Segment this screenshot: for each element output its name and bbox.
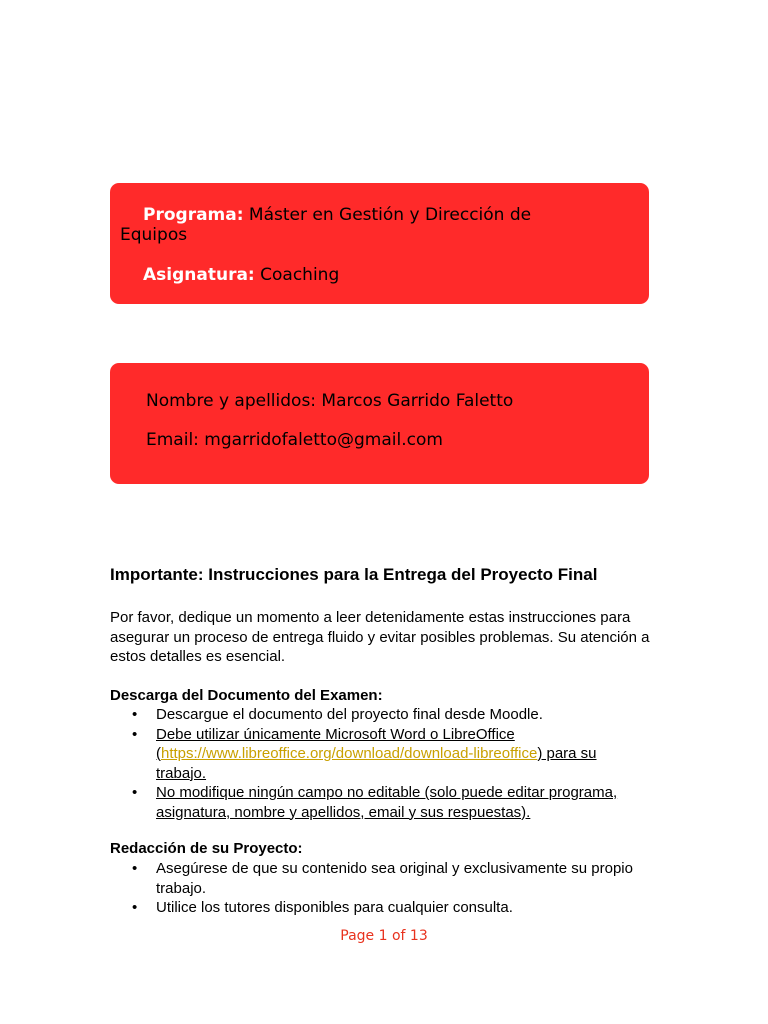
email-value[interactable]: mgarridofaletto@gmail.com [198, 430, 443, 450]
list-item [110, 898, 670, 918]
subject-line [110, 265, 637, 285]
subject-value[interactable]: Coaching [254, 265, 340, 285]
name-line [110, 391, 637, 411]
program-line [110, 205, 637, 225]
program-box [110, 183, 649, 304]
instructions-heading: Importante: Instrucciones para la Entrega del Proyecto Final [110, 565, 598, 584]
list-item-text: Descargue el documento del proyecto final desde Moodle. [156, 706, 543, 723]
list-item-text: Debe utilizar únicamente Microsoft Word o LibreOffice ( [156, 725, 515, 762]
list-item [110, 725, 626, 784]
libreoffice-link[interactable]: https://www.libreoffice.org/download/download-libreoffice [161, 745, 538, 762]
bullet-icon: • [132, 725, 138, 743]
section-download-list [110, 705, 670, 822]
program-value[interactable]: Máster en Gestión y Dirección de [243, 205, 532, 225]
program-line-continued [110, 225, 637, 245]
section-writing-list [110, 859, 670, 918]
section-download-title: Descarga del Documento del Examen: [110, 687, 383, 704]
list-item-text: No modifique ningún campo no editable (solo puede editar programa, asignatura, nombre y apellidos, email y sus respuestas). [156, 784, 618, 821]
bullet-icon: • [132, 899, 138, 916]
list-item-text: Asegúrese de que su contenido sea original y exclusivamente su propio trabajo. [156, 860, 633, 897]
list-item [110, 859, 646, 898]
bullet-icon: • [132, 860, 138, 877]
list-item [110, 783, 636, 822]
list-item [110, 705, 670, 725]
list-item-text: Utilice los tutores disponibles para cualquier consulta. [156, 899, 513, 916]
list-item-text-end: ) para su trabajo. [156, 745, 597, 782]
intro-paragraph: Por favor, dedique un momento a leer detenidamente estas instrucciones para asegurar un proceso de entrega fluido y evitar posibles problemas. Su atención a estos detalles es esencial. [110, 609, 650, 665]
student-box [110, 363, 649, 484]
subject-label: Asignatura: [143, 265, 255, 285]
email-label: Email: [146, 430, 199, 450]
name-label: Nombre y apellidos: [146, 391, 317, 411]
page-number: Page 1 of 13 [340, 928, 428, 944]
bullet-icon: • [132, 784, 138, 801]
email-line [110, 430, 637, 450]
bullet-icon: • [132, 706, 138, 723]
section-writing-title: Redacción de su Proyecto: [110, 840, 303, 857]
program-label: Programa: [143, 205, 244, 225]
program-value-continued[interactable]: Equipos [120, 225, 188, 245]
name-value[interactable]: Marcos Garrido Faletto [316, 391, 514, 411]
